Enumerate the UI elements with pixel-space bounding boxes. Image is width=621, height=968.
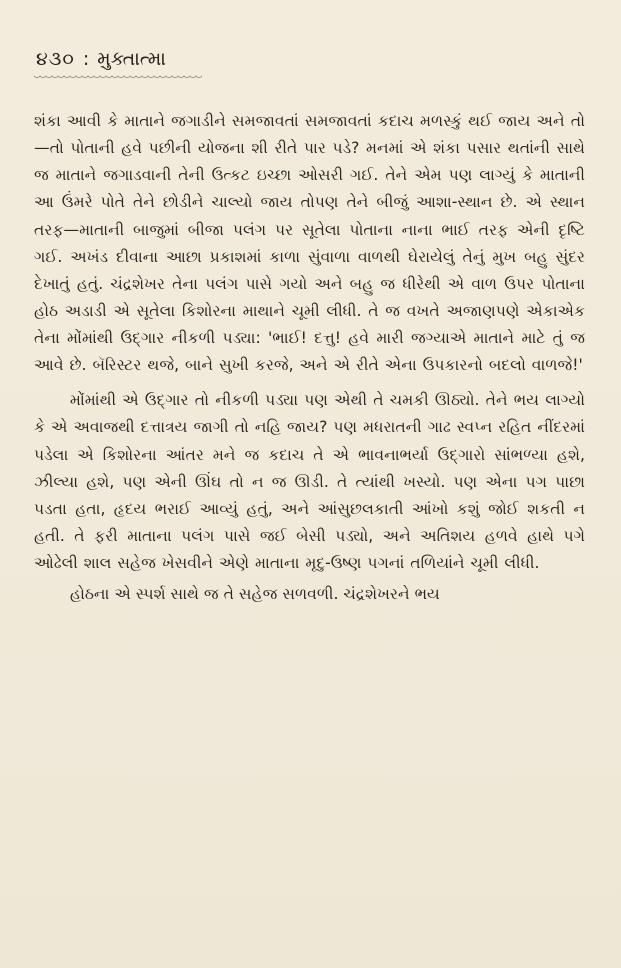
body-paragraph-2: મોંમાંથી એ ઉદ્ગાર તો નીકળી પડ્યા પણ એથી તે ચમકી ઊઠ્યો. તેને ભય લાગ્યો કે એ અવાજથી દત્તાત્રય જાગી તો નહિ જાય? પણ મધરાતની ગાઢ સ્વપ્ન રહિત નીંદરમાં પડેલા એ કિશોરના આંતર મને જ કદાચ તે એ ભાવનાભર્યા ઉદ્ગારો સાંભળ્યા હશે, ઝીલ્યા હશે, પણ એની ઊંઘ તો ન જ ઊડી. તે ત્યાંથી ખસ્યો. પણ એના પગ પાછા પડતા હતા, હૃદય ભરાઈ આવ્યું હતું, અને આંસુછલકાતી આંખો કશું જોઈ શકતી ન હતી. તે ફરી માતાના પલંગ પાસે જઈ બેસી પડ્યો, અને અતિશય હળવે હાથે પગે ઓઢેલી શાલ સહેજ ખેસવીને એણે માતાના મૃદુ-ઉષ્ણ પગનાં તળિયાંને ચૂમી લીધી. xyxy=(34,391,585,572)
running-head xyxy=(36,48,585,70)
header-ornamental-rule xyxy=(34,74,202,80)
book-title: મુક્તાત્મા xyxy=(97,48,166,70)
body-paragraph-3-start: હોઠના એ સ્પર્શ સાથે જ તે સહેજ સળવળી. ચંદ્રશેખરને ભય xyxy=(69,585,440,604)
body-paragraph-1: શંકા આવી કે માતાને જગાડીને સમજાવતાં સમજાવતાં કદાચ મળસ્કું થઈ જાય અને તો—તો પોતાની હવે પછીની યોજના શી રીતે પાર પડે? મનમાં એ શંકા પસાર થતાંની સાથે જ માતાને જગાડવાની તેની ઉત્કટ ઇચ્છા ઓસરી ગઈ. તેને એમ પણ લાગ્યું કે માતાની આ ઉંમરે પોતે તેને છોડીને ચાલ્યો જાય તોપણ તેને બીજું આશા-સ્થાન છે. એ સ્થાન તરફ—માતાની બાજુમાં બીજા પલંગ પર સૂતેલા પોતાના નાના ભાઈ તરફ એની દૃષ્ટિ ગઈ. અખંડ દીવાના આછા પ્રકાશમાં કાળા સુંવાળા વાળથી ઘેરાયેલું તેનું મુખ બહુ સુંદર દેખાતું હતું. ચંદ્રશેખર તેના પલંગ પાસે ગયો અને બહુ જ ધીરેથી એ વાળ ઉપર પોતાના હોઠ અડાડી એ સૂતેલા કિશોરના માથાને ચૂમી લીધી. તે જ વખતે અજાણપણે એકાએક તેના મોંમાંથી ઉદ્ગાર નીકળી પડ્યા: 'ભાઈ! દત્તુ! હવે મારી જગ્યાએ માતાને માટે તું જ આવે છે. બૅરિસ્ટર થજે, બાને સુખી કરજે, અને એ રીતે એના ઉપકારનો બદલો વાળજે!' xyxy=(34,112,585,375)
page-number: ૪૩૦ xyxy=(36,48,75,70)
header-separator: : xyxy=(82,48,90,70)
